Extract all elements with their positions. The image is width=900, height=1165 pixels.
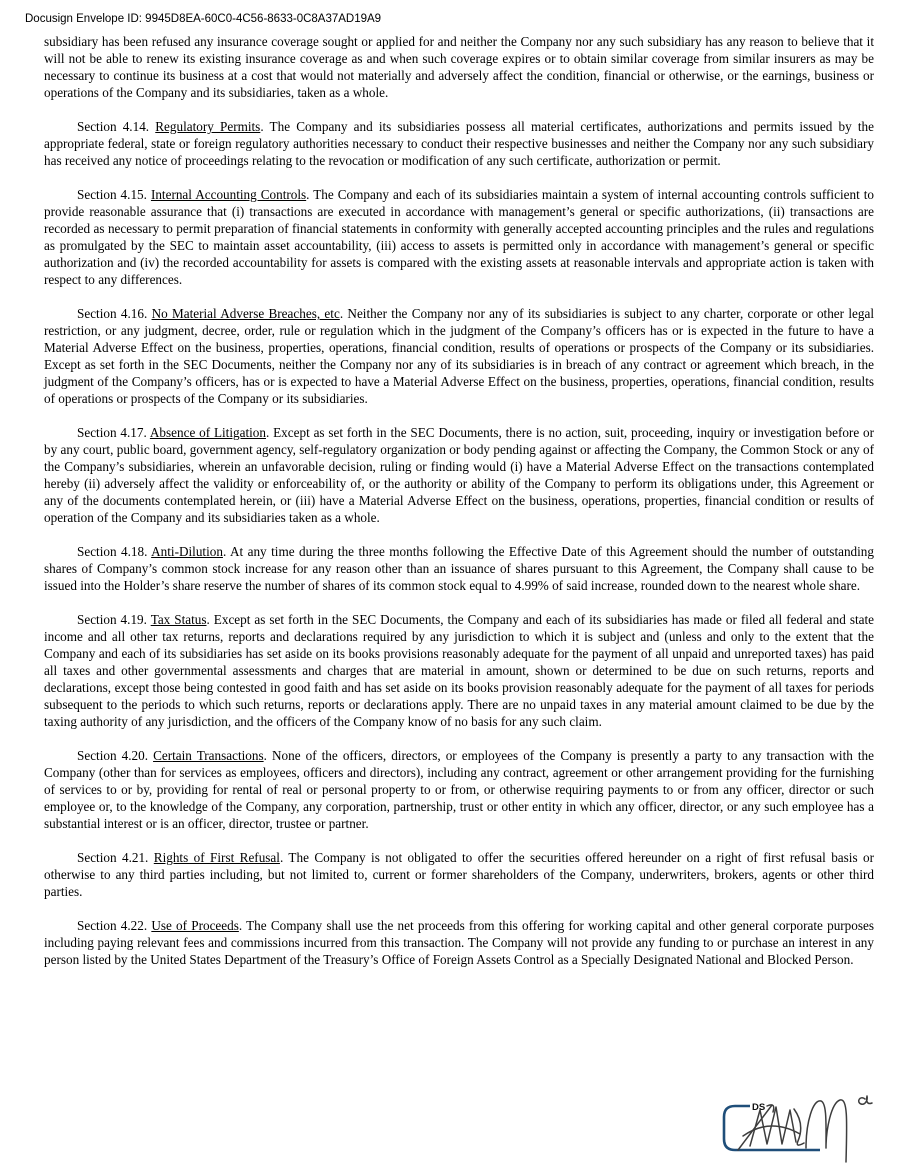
section-number: Section 4.20. [77,748,154,763]
section-title: Anti-Dilution [151,544,223,559]
section-4-17 [44,424,874,526]
section-4-14 [44,118,874,169]
section-4-19 [44,611,874,730]
section-body-text: . At any time during the three months following the Effective Date of this Agreement should the number of outstanding shares of Company’s common stock increase for any reason other than an issuance of shares pursuant to this Agreement, the Company shall cause to be issued into the Holder’s share reserve the number of shares of its common stock equal to 4.99% of said increase, rounded down to the nearest whole share. [44,544,874,593]
section-title: Internal Accounting Controls [150,187,307,202]
section-number: Section 4.18. [77,544,152,559]
section-title: No Material Adverse Breaches, etc [151,306,340,321]
section-4-15 [44,186,874,288]
section-title: Regulatory Permits [155,119,261,134]
section-body-text: . Neither the Company nor any of its subsidiaries is subject to any charter, corporate or other legal restriction, or any judgment, decree, order, rule or regulation which in the judgment of the Company’s officers has or is expected in the future to have a Material Adverse Effect on the business, properties, operations, financial condition, results of operations or prospects of the Company or its subsidiaries. Except as set forth in the SEC Documents, neither the Company nor any of its subsidiaries is in breach of any contract or agreement which breach, in the judgment of the Company’s officers, has or is expected to have a Material Adverse Effect on the business, properties, operations, financial condition, results of operations or prospects of the Company or its subsidiaries. [44,306,874,406]
docusign-ds-label: DS [752,1102,766,1113]
section-body-text: . The Company and its subsidiaries possess all material certificates, authorizations and permits issued by the appropriate federal, state or foreign regulatory authorities necessary to conduct their respective businesses and neither the Company nor any such subsidiary has received any notice of proceedings relating to the revocation or modification of any such certificate, authorization or permit. [44,119,874,168]
section-title: Certain Transactions [153,748,264,763]
signature-stamp [710,1090,890,1165]
section-number: Section 4.15. [77,187,151,202]
intro-paragraph: subsidiary has been refused any insurance coverage sought or applied for and neither the Company nor any such subsidiary has any reason to believe that it will not be able to renew its existing insurance coverage as and when such coverage expires or to obtain similar coverage from similar insurers as may be necessary to continue its business at a cost that would not materially and adversely affect the condition, financial or otherwise, or the earnings, business or operations of the Company and its subsidiaries, taken as a whole. [44,34,874,100]
section-4-21 [44,849,874,900]
section-title: Tax Status [150,612,207,627]
section-number: Section 4.16. [77,306,152,321]
section-4-22 [44,917,874,968]
section-title: Rights of First Refusal [153,850,280,865]
section-number: Section 4.22. [77,918,152,933]
section-title: Absence of Litigation [149,425,266,440]
document-body [44,33,874,985]
section-number: Section 4.21. [77,850,154,865]
section-body-text: . Except as set forth in the SEC Documents, there is no action, suit, proceeding, inquiry or investigation before or by any court, public board, government agency, self-regulatory organization or body pending against or affecting the Company, the Common Stock or any of the Company’s subsidiaries, wherein an unfavorable decision, ruling or finding would (i) have a Material Adverse Effect on the transactions contemplated hereby (ii) adversely affect the validity or enforceability of, or the authority or ability of the Company to perform its obligations under, this Agreement or any of the documents contemplated herein, or (iii) have a Material Adverse Effect on the business, operations, properties, financial condition or results of operation of the Company and its subsidiaries taken as a whole. [44,425,875,525]
section-4-16 [44,305,874,407]
section-4-18 [44,543,874,594]
docusign-envelope-id: Docusign Envelope ID: 9945D8EA-60C0-4C56-8633-0C8A37AD19A9 [25,13,382,25]
section-number: Section 4.14. [77,119,156,134]
section-body-text: . The Company shall use the net proceeds from this offering for working capital and other general corporate purposes including paying relevant fees and commissions incurred from this transaction. The Company will not provide any funding to or purchase an interest in any person listed by the United States Department of the Treasury’s Office of Foreign Assets Control as a Specially Designated National and Blocked Person. [44,918,874,967]
section-body-text: . Except as set forth in the SEC Documents, the Company and each of its subsidiaries has made or filed all federal and state income and all other tax returns, reports and declarations required by any jurisdiction to which it is subject and (unless and only to the extent that the Company and each of its subsidiaries has set aside on its books provisions reasonably adequate for the payment of all unpaid and unreported taxes) has paid all taxes and other governmental assessments and charges that are material in amount, shown or determined to be due on such returns, reports and declarations, except those being contested in good faith and has set aside on its books provision reasonably adequate for the payment of all taxes for periods subsequent to the periods to which such returns, reports or declarations apply. There are no unpaid taxes in any material amount claimed to be due by the taxing authority of any jurisdiction, and the officers of the Company know of no basis for any such claim. [44,612,875,729]
section-body-text: . The Company is not obligated to offer the securities offered hereunder on a right of first refusal basis or otherwise to any third parties including, but not limited to, current or former shareholders of the Company, underwriters, brokers, agents or other third parties. [44,850,874,899]
section-number: Section 4.17. [77,425,150,440]
section-body-text: . The Company and each of its subsidiaries maintain a system of internal accounting controls sufficient to provide reasonable assurance that (i) transactions are executed in accordance with management’s general or specific authorizations, (ii) transactions are recorded as necessary to permit preparation of financial statements in conformity with generally accepted accounting principles and the rules and regulations as promulgated by the SEC to maintain asset accountability, (iii) access to assets is permitted only in accordance with management’s general or specific authorization and (iv) the recorded accountability for assets is compared with the existing assets at reasonable intervals and appropriate action is taken with respect to any differences. [44,187,874,287]
section-number: Section 4.19. [77,612,151,627]
section-title: Use of Proceeds [151,918,239,933]
section-body-text: . None of the officers, directors, or employees of the Company is presently a party to any transaction with the Company (other than for services as employees, officers and directors), including any contract, agreement or other arrangement providing for the furnishing of services to or by, providing for rental of real or personal property to or from, or otherwise requiring payments to or from any officer, director or such employee or, to the knowledge of the Company, any corporation, partnership, trust or other entity in which any officer, director, or any such employee has a substantial interest or is an officer, director, trustee or partner. [44,748,875,831]
section-4-20 [44,747,874,832]
